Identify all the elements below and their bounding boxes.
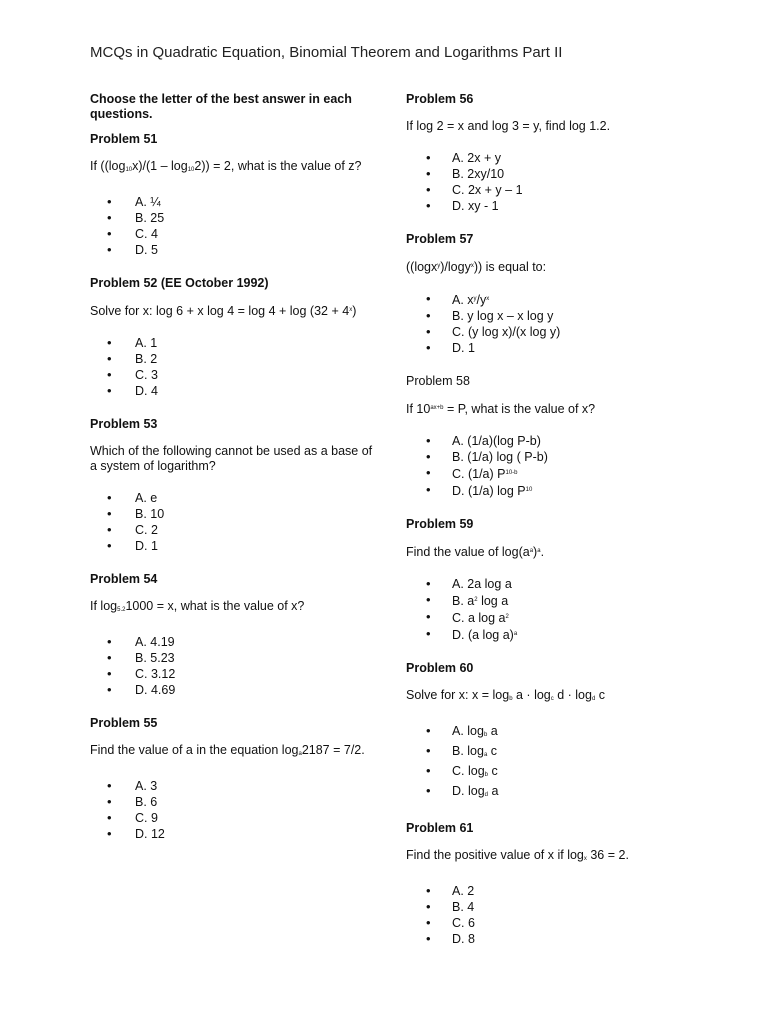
answer-options — [90, 634, 380, 698]
option-d: • D. 4 — [90, 383, 380, 399]
problem-59 — [406, 517, 716, 643]
option-c: • C. 6 — [406, 915, 716, 931]
option-b: • B. (1/a) log ( P-b) — [406, 449, 716, 465]
answer-options — [406, 150, 716, 214]
option-d: • D. 8 — [406, 931, 716, 947]
problem-title: Problem 57 — [406, 232, 474, 246]
option-c: • C. (y log x)/(x log y) — [406, 324, 716, 340]
option-c: • C. 2x + y – 1 — [406, 182, 716, 198]
option-b: • B. 6 — [90, 794, 380, 810]
option-d: • D. xy - 1 — [406, 198, 716, 214]
problem-56 — [406, 92, 716, 214]
problem-57 — [406, 232, 716, 356]
answer-options — [90, 194, 380, 258]
option-c: • C. a $\log a^2$ — [406, 609, 716, 626]
option-c: • C. (1/a) $P^{10-b}$ — [406, 465, 716, 482]
problem-52 — [90, 276, 380, 399]
option-a: • A. ¼ — [90, 194, 380, 210]
option-b: • B. 4 — [406, 899, 716, 915]
option-d: • D. (1/a) $\log P^{10}$ — [406, 482, 716, 499]
problem-title: Problem 55 — [90, 716, 158, 730]
option-b: • B. 2 — [90, 351, 380, 367]
option-b: • B. 25 — [90, 210, 380, 226]
problem-60 — [406, 661, 716, 803]
answer-options — [406, 433, 716, 499]
left-column — [90, 92, 380, 860]
problem-title: Problem 56 — [406, 92, 474, 106]
problem-title: Problem 58 — [406, 374, 470, 388]
option-d: • D. 1 — [406, 340, 716, 356]
option-a: • A. $x^y/y^x$ — [406, 291, 716, 308]
option-d: • D. (a log a)$^a$ — [406, 626, 716, 643]
problem-question: If $((\log_{10}x)/(1 - \log_{10}2)) = 2$, what is the value of z? — [90, 159, 362, 173]
problem-question: If $\log_{5.2}1000 = x$, what is the value of x? — [90, 599, 305, 613]
option-d: • D. $\log_d a$ — [406, 783, 716, 803]
option-c: • C. 9 — [90, 810, 380, 826]
problem-question: If log 2 = x and log 3 = y, find log 1.2. — [406, 119, 611, 133]
problem-55 — [90, 716, 380, 842]
option-b: • B. $\log_a c$ — [406, 743, 716, 763]
option-c: • C. 4 — [90, 226, 380, 242]
option-a: • A. 2x + y — [406, 150, 716, 166]
option-a: • A. e — [90, 490, 380, 506]
problem-question: ((logx$^y$)/logy$^x$)) is equal to: — [406, 260, 547, 274]
answer-options — [90, 778, 380, 842]
option-a: • A. 2a log a — [406, 576, 716, 592]
right-column — [406, 92, 716, 965]
option-c: • C. $\log_b c$ — [406, 763, 716, 783]
problem-title: Problem 54 — [90, 572, 158, 586]
problem-53 — [90, 417, 380, 554]
option-a: • A. 3 — [90, 778, 380, 794]
problem-54 — [90, 572, 380, 698]
problem-question: Find the positive value of x if $\log_x 36 = 2$. — [406, 848, 629, 862]
option-a: • A. 1 — [90, 335, 380, 351]
answer-options — [90, 490, 380, 554]
problem-question: Solve for x: $x = \log_b a \cdot \log_c d \cdot \log_d c$ — [406, 688, 606, 702]
problem-title: Problem 51 — [90, 132, 158, 146]
page-title: MCQs in Quadratic Equation, Binomial Theorem and Logarithms Part II — [90, 44, 563, 61]
option-b: • B. 2xy/10 — [406, 166, 716, 182]
answer-options — [406, 723, 716, 803]
answer-options — [406, 576, 716, 643]
instructions: Choose the letter of the best answer in each questions. — [90, 92, 352, 121]
option-b: • B. 10 — [90, 506, 380, 522]
option-d: • D. 1 — [90, 538, 380, 554]
answer-options — [406, 291, 716, 356]
option-a: • A. (1/a)(log P-b) — [406, 433, 716, 449]
problem-question: If $10^{ax+b} = P$, what is the value of x? — [406, 402, 596, 416]
option-a: • A. 4.19 — [90, 634, 380, 650]
problem-title: Problem 53 — [90, 417, 158, 431]
option-a: • A. $\log_b a$ — [406, 723, 716, 743]
option-c: • C. 3 — [90, 367, 380, 383]
problem-61 — [406, 821, 716, 947]
option-c: • C. 3.12 — [90, 666, 380, 682]
problem-58 — [406, 374, 716, 499]
answer-options — [90, 335, 380, 399]
problem-title: Problem 61 — [406, 821, 474, 835]
option-b: • B. y log x – x log y — [406, 308, 716, 324]
problem-question: Which of the following cannot be used as a base of a system of logarithm? — [90, 444, 373, 473]
problem-question: Find the value of a in the equation $\log_a2187 = 7/2$. — [90, 743, 365, 757]
option-d: • D. 4.69 — [90, 682, 380, 698]
option-b: • B. $a^2$ log a — [406, 592, 716, 609]
option-b: • B. 5.23 — [90, 650, 380, 666]
answer-options — [406, 883, 716, 947]
problem-question: Find the value of $\log(a^a)^a$. — [406, 545, 545, 559]
option-a: • A. 2 — [406, 883, 716, 899]
option-c: • C. 2 — [90, 522, 380, 538]
problem-title: Problem 52 (EE October 1992) — [90, 276, 269, 290]
option-d: • D. 12 — [90, 826, 380, 842]
problem-title: Problem 60 — [406, 661, 474, 675]
option-d: • D. 5 — [90, 242, 380, 258]
problem-51 — [90, 132, 380, 258]
problem-question: Solve for x: log 6 + x $\log 4 = \log 4 + \log (32 + 4^x)$ — [90, 304, 357, 318]
problem-title: Problem 59 — [406, 517, 474, 531]
